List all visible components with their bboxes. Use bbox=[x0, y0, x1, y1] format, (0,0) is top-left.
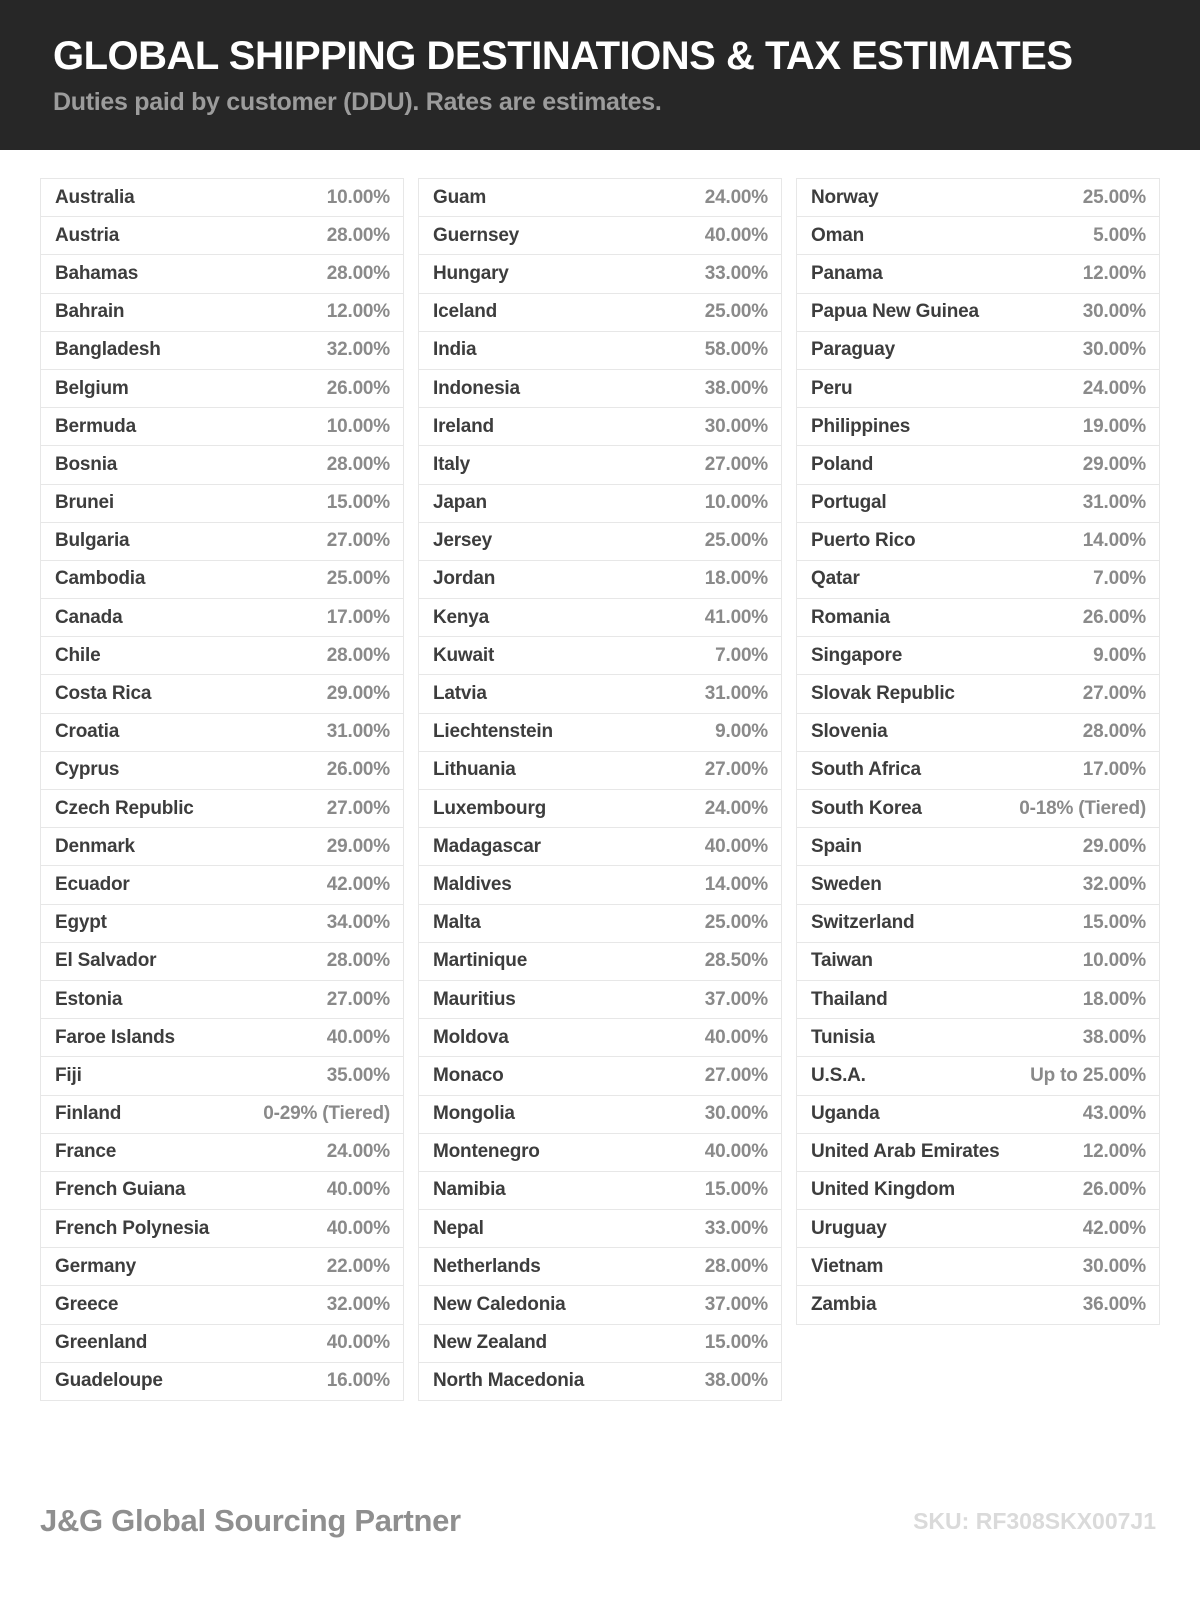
table-row bbox=[40, 178, 404, 217]
tax-rate: 38.00% bbox=[704, 1370, 768, 1392]
country-name: Kuwait bbox=[433, 644, 495, 666]
country-name: Estonia bbox=[55, 988, 123, 1010]
country-name: Monaco bbox=[433, 1064, 504, 1086]
table-row bbox=[796, 484, 1160, 523]
table-row bbox=[418, 1285, 782, 1324]
tax-rate: 28.00% bbox=[326, 224, 390, 246]
tax-rate: 24.00% bbox=[704, 797, 768, 819]
table-row bbox=[796, 904, 1160, 943]
table-row bbox=[418, 369, 782, 408]
table-row bbox=[796, 674, 1160, 713]
table-row bbox=[796, 636, 1160, 675]
tax-rate: 27.00% bbox=[326, 988, 390, 1010]
tax-rate: 10.00% bbox=[326, 415, 390, 437]
tax-rate: 0-18% (Tiered) bbox=[1019, 797, 1146, 819]
tax-rate: 40.00% bbox=[326, 1217, 390, 1239]
table-row bbox=[40, 1133, 404, 1172]
table-row bbox=[40, 1324, 404, 1363]
table-row bbox=[40, 636, 404, 675]
tax-rate: 12.00% bbox=[326, 301, 390, 323]
table-row bbox=[418, 942, 782, 981]
country-name: Chile bbox=[55, 644, 101, 666]
country-name: Martinique bbox=[433, 950, 528, 972]
table-row bbox=[40, 789, 404, 828]
tax-rate: 18.00% bbox=[1082, 988, 1146, 1010]
table-column-2 bbox=[418, 178, 782, 1401]
table-row bbox=[796, 713, 1160, 752]
table-row bbox=[40, 522, 404, 561]
table-row bbox=[796, 178, 1160, 217]
tax-rate: 12.00% bbox=[1082, 262, 1146, 284]
table-row bbox=[40, 598, 404, 637]
tax-rate: 31.00% bbox=[326, 721, 390, 743]
country-name: Spain bbox=[811, 835, 862, 857]
table-row bbox=[418, 445, 782, 484]
country-name: French Guiana bbox=[55, 1179, 186, 1201]
country-name: Guam bbox=[433, 186, 487, 208]
table-row bbox=[796, 598, 1160, 637]
tax-rate: 27.00% bbox=[704, 1064, 768, 1086]
table-row bbox=[418, 522, 782, 561]
tax-rate: 28.00% bbox=[326, 950, 390, 972]
table-row bbox=[796, 1171, 1160, 1210]
table-row bbox=[796, 407, 1160, 446]
country-name: Jersey bbox=[433, 530, 493, 552]
tax-rate: 27.00% bbox=[326, 797, 390, 819]
country-name: Panama bbox=[811, 262, 883, 284]
tax-rate: 30.00% bbox=[1082, 339, 1146, 361]
country-name: Montenegro bbox=[433, 1141, 540, 1163]
country-name: French Polynesia bbox=[55, 1217, 210, 1239]
tax-rate: 16.00% bbox=[326, 1370, 390, 1392]
country-name: Egypt bbox=[55, 912, 107, 934]
country-name: New Caledonia bbox=[433, 1294, 566, 1316]
page-subtitle: Duties paid by customer (DDU). Rates are estimates. bbox=[53, 88, 662, 116]
country-name: Kenya bbox=[433, 606, 490, 628]
country-name: Oman bbox=[811, 224, 865, 246]
country-name: France bbox=[55, 1141, 117, 1163]
table-row bbox=[796, 751, 1160, 790]
country-name: New Zealand bbox=[433, 1332, 547, 1354]
table-row bbox=[40, 904, 404, 943]
sku-label: SKU: RF308SKX007J1 bbox=[913, 1507, 1156, 1534]
country-name: Switzerland bbox=[811, 912, 915, 934]
table-row bbox=[40, 560, 404, 599]
tax-rate: 14.00% bbox=[1082, 530, 1146, 552]
table-row bbox=[40, 484, 404, 523]
country-name: Australia bbox=[55, 186, 135, 208]
table-row bbox=[40, 1285, 404, 1324]
country-name: Lithuania bbox=[433, 759, 516, 781]
tax-rate: 37.00% bbox=[704, 1294, 768, 1316]
table-row bbox=[418, 1247, 782, 1286]
tax-rate: 26.00% bbox=[326, 377, 390, 399]
table-row bbox=[40, 827, 404, 866]
country-name: United Arab Emirates bbox=[811, 1141, 1000, 1163]
table-row bbox=[40, 254, 404, 293]
table-row bbox=[796, 980, 1160, 1019]
country-name: Czech Republic bbox=[55, 797, 194, 819]
table-row bbox=[40, 865, 404, 904]
table-row bbox=[418, 713, 782, 752]
table-row bbox=[418, 216, 782, 255]
tax-rate: 32.00% bbox=[326, 339, 390, 361]
tax-rate: 14.00% bbox=[704, 873, 768, 895]
tax-rate: 32.00% bbox=[1082, 873, 1146, 895]
country-name: U.S.A. bbox=[811, 1064, 866, 1086]
country-name: Faroe Islands bbox=[55, 1026, 175, 1048]
tax-rate: 40.00% bbox=[326, 1179, 390, 1201]
table-row bbox=[40, 331, 404, 370]
table-row bbox=[796, 1209, 1160, 1248]
table-row bbox=[418, 331, 782, 370]
country-name: Ecuador bbox=[55, 873, 130, 895]
table-column-3 bbox=[796, 178, 1160, 1325]
country-name: Indonesia bbox=[433, 377, 520, 399]
country-name: Sweden bbox=[811, 873, 882, 895]
tax-rate: 26.00% bbox=[326, 759, 390, 781]
tax-rate: 26.00% bbox=[1082, 606, 1146, 628]
tax-rate: 25.00% bbox=[704, 530, 768, 552]
tax-rate: 9.00% bbox=[1093, 644, 1146, 666]
table-row bbox=[40, 369, 404, 408]
table-row bbox=[796, 293, 1160, 332]
tax-rate: 10.00% bbox=[1082, 950, 1146, 972]
country-name: Peru bbox=[811, 377, 853, 399]
table-row bbox=[796, 827, 1160, 866]
footer bbox=[40, 1503, 1156, 1539]
tax-rate: 35.00% bbox=[326, 1064, 390, 1086]
country-name: Papua New Guinea bbox=[811, 301, 979, 323]
table-row bbox=[40, 1095, 404, 1134]
tax-rate: 27.00% bbox=[704, 759, 768, 781]
table-row bbox=[796, 865, 1160, 904]
tax-rate: 28.00% bbox=[326, 262, 390, 284]
table-row bbox=[418, 636, 782, 675]
country-name: Austria bbox=[55, 224, 120, 246]
table-row bbox=[418, 751, 782, 790]
country-name: Bulgaria bbox=[55, 530, 130, 552]
table-row bbox=[418, 789, 782, 828]
country-name: Bahamas bbox=[55, 262, 139, 284]
country-name: Bosnia bbox=[55, 453, 118, 475]
table-column-1 bbox=[40, 178, 404, 1401]
tax-rate: 19.00% bbox=[1082, 415, 1146, 437]
country-name: Uganda bbox=[811, 1103, 880, 1125]
tax-rate: 32.00% bbox=[326, 1294, 390, 1316]
table-row bbox=[796, 1056, 1160, 1095]
tax-rate: 17.00% bbox=[1082, 759, 1146, 781]
table-row bbox=[796, 216, 1160, 255]
tax-rate: 40.00% bbox=[704, 835, 768, 857]
tax-rate: 29.00% bbox=[326, 835, 390, 857]
country-name: Bermuda bbox=[55, 415, 136, 437]
table-row bbox=[418, 1095, 782, 1134]
tax-rate: 30.00% bbox=[704, 1103, 768, 1125]
tax-rate: 42.00% bbox=[326, 873, 390, 895]
table-row bbox=[40, 1171, 404, 1210]
country-name: Brunei bbox=[55, 492, 114, 514]
country-name: Poland bbox=[811, 453, 874, 475]
tax-rate: 41.00% bbox=[704, 606, 768, 628]
country-name: Thailand bbox=[811, 988, 888, 1010]
tax-rate: 36.00% bbox=[1082, 1294, 1146, 1316]
country-name: Latvia bbox=[433, 683, 487, 705]
tax-rate: 26.00% bbox=[1082, 1179, 1146, 1201]
country-name: United Kingdom bbox=[811, 1179, 955, 1201]
country-name: Taiwan bbox=[811, 950, 873, 972]
country-name: South Africa bbox=[811, 759, 921, 781]
country-name: Ireland bbox=[433, 415, 494, 437]
country-name: Cambodia bbox=[55, 568, 146, 590]
table-row bbox=[418, 865, 782, 904]
table-row bbox=[418, 484, 782, 523]
country-name: Namibia bbox=[433, 1179, 506, 1201]
table-row bbox=[418, 598, 782, 637]
tax-rate: 15.00% bbox=[1082, 912, 1146, 934]
tax-rate: 31.00% bbox=[1082, 492, 1146, 514]
country-name: Belgium bbox=[55, 377, 129, 399]
table-row bbox=[418, 1209, 782, 1248]
table-row bbox=[796, 1247, 1160, 1286]
tax-rate: 25.00% bbox=[704, 912, 768, 934]
table-row bbox=[40, 674, 404, 713]
table-row bbox=[418, 1171, 782, 1210]
tax-rate: 28.00% bbox=[1082, 721, 1146, 743]
country-name: Denmark bbox=[55, 835, 135, 857]
tax-rate: 30.00% bbox=[1082, 1255, 1146, 1277]
country-name: Zambia bbox=[811, 1294, 877, 1316]
country-name: Greenland bbox=[55, 1332, 148, 1354]
tax-rate: 33.00% bbox=[704, 262, 768, 284]
country-name: Germany bbox=[55, 1255, 136, 1277]
country-name: Maldives bbox=[433, 873, 512, 895]
tax-rate: 43.00% bbox=[1082, 1103, 1146, 1125]
country-name: Madagascar bbox=[433, 835, 541, 857]
tax-rate: 27.00% bbox=[326, 530, 390, 552]
table-row bbox=[40, 1056, 404, 1095]
tax-rate: 5.00% bbox=[1093, 224, 1146, 246]
table-row bbox=[40, 713, 404, 752]
tax-rate: 25.00% bbox=[326, 568, 390, 590]
country-name: Guernsey bbox=[433, 224, 520, 246]
tax-rate: 30.00% bbox=[704, 415, 768, 437]
tax-rate: 25.00% bbox=[704, 301, 768, 323]
tax-rate: 38.00% bbox=[1082, 1026, 1146, 1048]
tax-rate: 28.00% bbox=[326, 644, 390, 666]
tax-rate: 29.00% bbox=[1082, 453, 1146, 475]
tax-rate: 28.00% bbox=[326, 453, 390, 475]
country-name: Italy bbox=[433, 453, 471, 475]
country-name: Malta bbox=[433, 912, 481, 934]
country-name: Finland bbox=[55, 1103, 122, 1125]
country-name: Japan bbox=[433, 492, 487, 514]
tax-rate: 18.00% bbox=[704, 568, 768, 590]
country-name: Vietnam bbox=[811, 1255, 884, 1277]
tax-rate: Up to 25.00% bbox=[1030, 1064, 1146, 1086]
country-name: Nepal bbox=[433, 1217, 484, 1239]
table-row bbox=[40, 980, 404, 1019]
table-row bbox=[418, 674, 782, 713]
country-name: Mauritius bbox=[433, 988, 516, 1010]
country-name: Romania bbox=[811, 606, 890, 628]
tax-rate: 30.00% bbox=[1082, 301, 1146, 323]
table-row bbox=[418, 827, 782, 866]
tax-rate: 29.00% bbox=[326, 683, 390, 705]
country-name: Bahrain bbox=[55, 301, 125, 323]
tax-rate: 15.00% bbox=[704, 1179, 768, 1201]
tax-rate: 7.00% bbox=[715, 644, 768, 666]
tax-rate: 29.00% bbox=[1082, 835, 1146, 857]
tax-rate: 15.00% bbox=[704, 1332, 768, 1354]
country-name: India bbox=[433, 339, 477, 361]
country-name: Puerto Rico bbox=[811, 530, 916, 552]
country-name: Fiji bbox=[55, 1064, 82, 1086]
country-name: Croatia bbox=[55, 721, 120, 743]
tax-rate: 37.00% bbox=[704, 988, 768, 1010]
table-row bbox=[418, 254, 782, 293]
country-name: Liechtenstein bbox=[433, 721, 553, 743]
country-name: Slovak Republic bbox=[811, 683, 955, 705]
table-row bbox=[796, 254, 1160, 293]
table-row bbox=[40, 1247, 404, 1286]
brand-name: J&G Global Sourcing Partner bbox=[40, 1503, 461, 1538]
table-row bbox=[418, 1324, 782, 1363]
tax-rate: 7.00% bbox=[1093, 568, 1146, 590]
country-name: Bangladesh bbox=[55, 339, 161, 361]
table-row bbox=[796, 1133, 1160, 1172]
table-row bbox=[796, 1285, 1160, 1324]
page-title: GLOBAL SHIPPING DESTINATIONS & TAX ESTIMATES bbox=[53, 34, 1073, 78]
table-row bbox=[40, 407, 404, 446]
country-name: Paraguay bbox=[811, 339, 895, 361]
country-name: Tunisia bbox=[811, 1026, 875, 1048]
table-row bbox=[40, 216, 404, 255]
country-name: Uruguay bbox=[811, 1217, 887, 1239]
table-row bbox=[418, 1362, 782, 1401]
table-row bbox=[796, 445, 1160, 484]
tax-rate: 0-29% (Tiered) bbox=[263, 1103, 390, 1125]
tax-rate: 42.00% bbox=[1082, 1217, 1146, 1239]
table-row bbox=[796, 522, 1160, 561]
tax-rate: 27.00% bbox=[704, 453, 768, 475]
country-name: Hungary bbox=[433, 262, 509, 284]
header-banner bbox=[0, 0, 1200, 150]
country-name: Luxembourg bbox=[433, 797, 547, 819]
country-name: Moldova bbox=[433, 1026, 509, 1048]
country-name: Norway bbox=[811, 186, 879, 208]
country-name: Qatar bbox=[811, 568, 860, 590]
table-row bbox=[40, 445, 404, 484]
tax-rate: 40.00% bbox=[704, 1141, 768, 1163]
tax-rate: 24.00% bbox=[1082, 377, 1146, 399]
table-row bbox=[418, 1018, 782, 1057]
tax-rate: 25.00% bbox=[1082, 186, 1146, 208]
country-name: Jordan bbox=[433, 568, 496, 590]
tax-rate: 24.00% bbox=[704, 186, 768, 208]
tax-rate: 15.00% bbox=[326, 492, 390, 514]
table-row bbox=[40, 293, 404, 332]
country-name: Netherlands bbox=[433, 1255, 541, 1277]
country-name: Guadeloupe bbox=[55, 1370, 163, 1392]
tax-rate: 40.00% bbox=[326, 1332, 390, 1354]
table-row bbox=[796, 1095, 1160, 1134]
tax-rate: 12.00% bbox=[1082, 1141, 1146, 1163]
table-row bbox=[418, 407, 782, 446]
table-row bbox=[418, 560, 782, 599]
country-name: South Korea bbox=[811, 797, 922, 819]
table-row bbox=[796, 789, 1160, 828]
table-row bbox=[796, 942, 1160, 981]
tax-rate: 10.00% bbox=[704, 492, 768, 514]
table-row bbox=[418, 178, 782, 217]
table-row bbox=[40, 1209, 404, 1248]
tax-rate: 10.00% bbox=[326, 186, 390, 208]
country-name: Canada bbox=[55, 606, 123, 628]
tax-rate: 17.00% bbox=[326, 606, 390, 628]
country-name: Iceland bbox=[433, 301, 498, 323]
country-name: North Macedonia bbox=[433, 1370, 585, 1392]
country-name: Mongolia bbox=[433, 1103, 515, 1125]
country-name: Singapore bbox=[811, 644, 903, 666]
tax-rate: 40.00% bbox=[326, 1026, 390, 1048]
tax-rate: 33.00% bbox=[704, 1217, 768, 1239]
table-row bbox=[40, 942, 404, 981]
table-row bbox=[418, 980, 782, 1019]
tax-rate: 40.00% bbox=[704, 224, 768, 246]
country-name: Portugal bbox=[811, 492, 887, 514]
country-name: Greece bbox=[55, 1294, 119, 1316]
country-name: Cyprus bbox=[55, 759, 120, 781]
table-row bbox=[796, 1018, 1160, 1057]
country-name: Slovenia bbox=[811, 721, 888, 743]
tax-rate: 34.00% bbox=[326, 912, 390, 934]
table-row bbox=[40, 1018, 404, 1057]
tax-rate: 24.00% bbox=[326, 1141, 390, 1163]
table-row bbox=[796, 560, 1160, 599]
country-name: El Salvador bbox=[55, 950, 157, 972]
tax-rate: 22.00% bbox=[326, 1255, 390, 1277]
table-row bbox=[418, 1056, 782, 1095]
tax-rate: 28.50% bbox=[704, 950, 768, 972]
tax-rate: 58.00% bbox=[704, 339, 768, 361]
tax-rate: 40.00% bbox=[704, 1026, 768, 1048]
tax-rate: 28.00% bbox=[704, 1255, 768, 1277]
table-row bbox=[418, 1133, 782, 1172]
tax-rate: 9.00% bbox=[715, 721, 768, 743]
table-row bbox=[418, 293, 782, 332]
table-row bbox=[796, 331, 1160, 370]
table-row bbox=[418, 904, 782, 943]
country-name: Philippines bbox=[811, 415, 911, 437]
table-row bbox=[40, 751, 404, 790]
tax-rate: 27.00% bbox=[1082, 683, 1146, 705]
table-row bbox=[40, 1362, 404, 1401]
table-row bbox=[796, 369, 1160, 408]
tax-rates-table bbox=[40, 178, 1160, 1401]
country-name: Costa Rica bbox=[55, 683, 152, 705]
tax-rate: 31.00% bbox=[704, 683, 768, 705]
tax-rate: 38.00% bbox=[704, 377, 768, 399]
